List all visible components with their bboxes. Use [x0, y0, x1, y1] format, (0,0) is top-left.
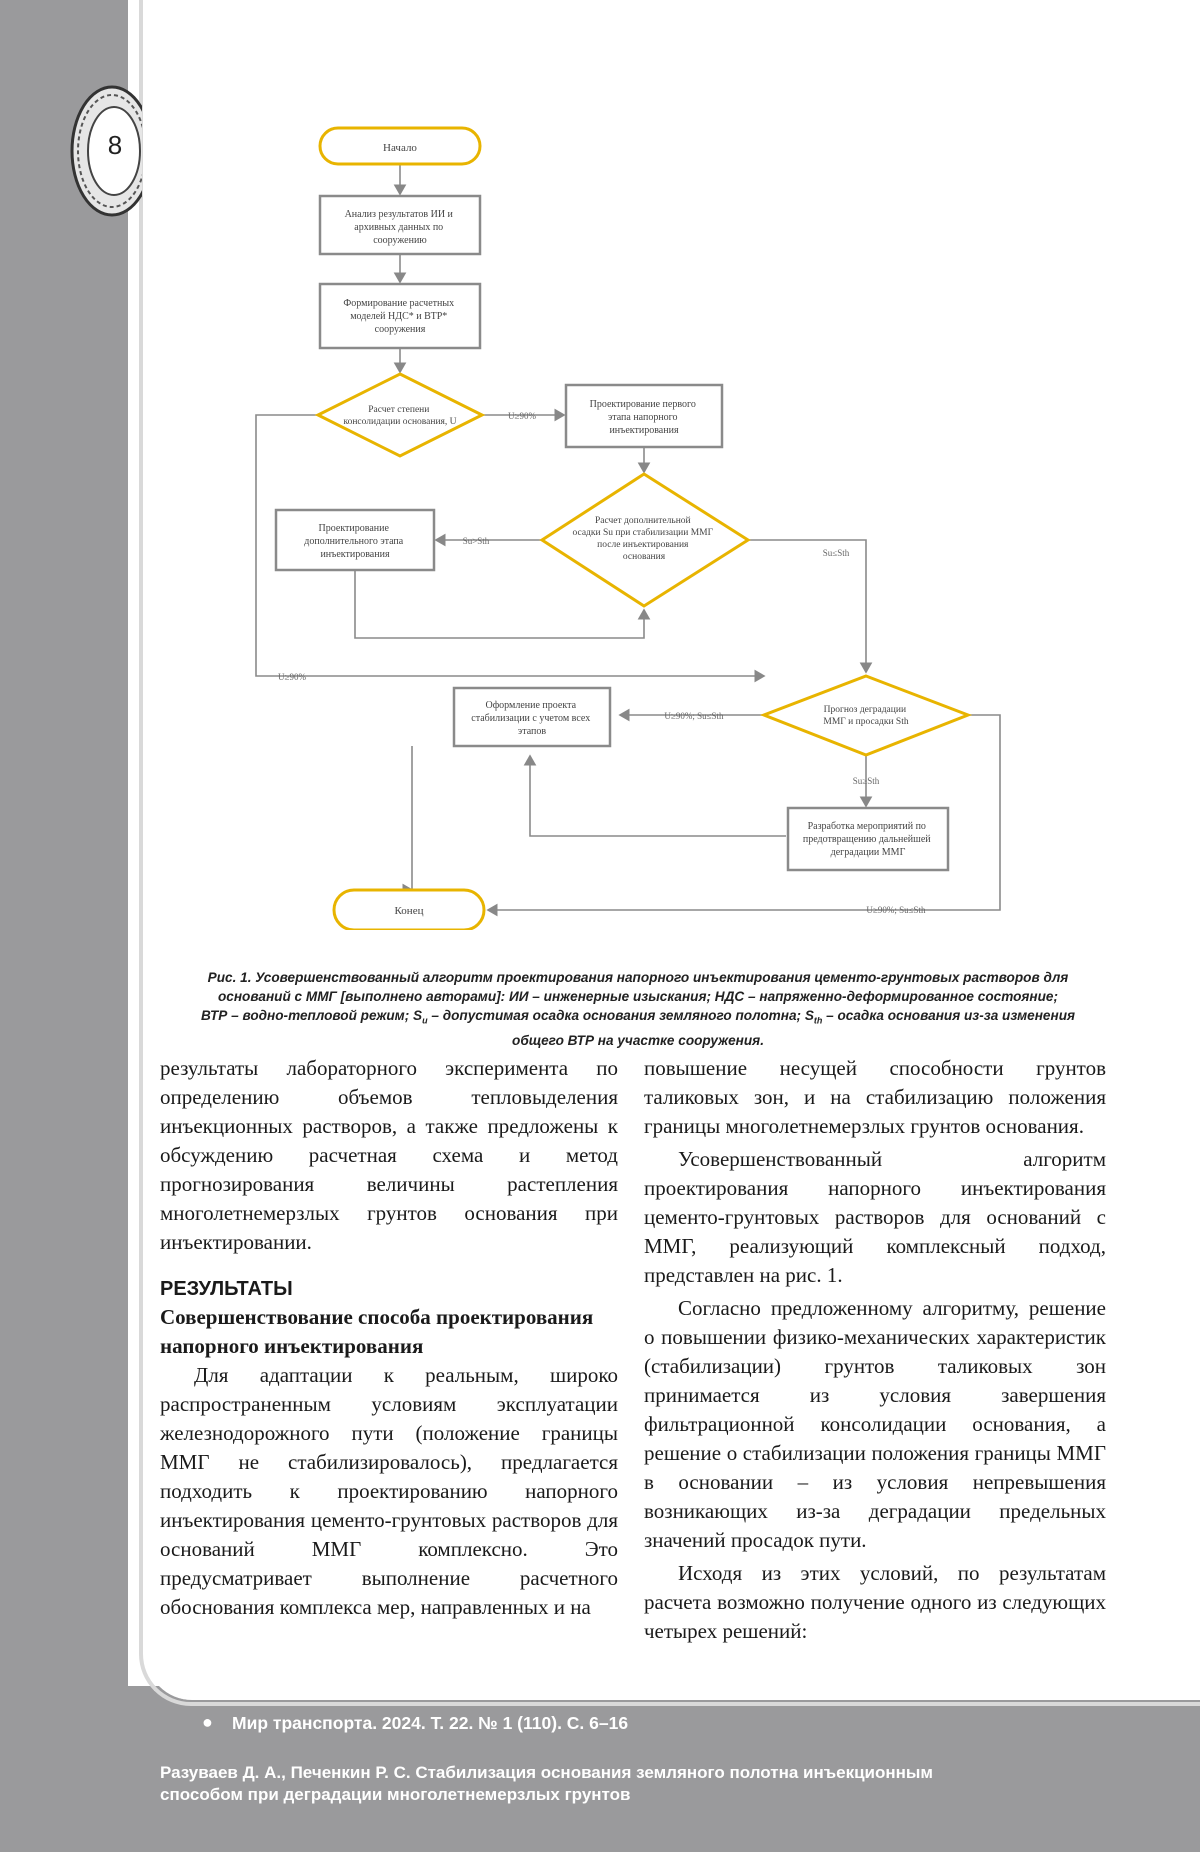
caption-line-2: оснований с ММГ [выполнено авторами]: ИИ – инженерные изыскания; НДС – напряженно-деформированное состояние; — [217, 989, 1059, 1004]
bullet-icon: ● — [202, 1712, 213, 1732]
article-reference — [160, 1762, 1160, 1806]
journal-reference: Мир транспорта. 2024. Т. 22. № 1 (110). С. 6–16 — [232, 1713, 629, 1733]
flowchart-decision-consolidation-label: Расчет степени консолидации основания, U — [343, 405, 457, 427]
paragraph: Для адаптации к реальным, широко распространенным условиям эксплуатации железнодорожного пути (положение границы ММГ не стабилизировалось), предлагается подходить к проектированию напорного инъектирования цементо-грунтовых растворов для оснований ММГ комплексно. Это предусматривает выполнение расчетного обоснования комплекса мер, направленных и на — [160, 1363, 618, 1619]
caption-line-3: ВТР – водно-тепловой режим; $S_u$ – допустимая осадка основания земляного полотна; $S_{th}$ – осадка основания из-за изменения — [201, 1008, 1075, 1026]
paragraph: Исходя из этих условий, по результатам расчета возможно получение одного из следующих четырех решений: — [644, 1561, 1106, 1643]
flowchart-decision-consolidation — [318, 374, 482, 456]
flowchart-label-end-condition: U≥90%; Su≤Sth — [866, 905, 926, 915]
flowchart-analysis-label: Анализ результатов ИИ и архивных данных по сооружению — [344, 209, 453, 246]
flowchart-decision-settlement-label: Расчет дополнительной осадки Su при стабилизации ММГ после инъектирования основания — [572, 516, 714, 562]
paragraph: результаты лабораторного эксперимента по определению объемов тепловыделения инъекционных растворов, а также предложены к обсуждению расчетная схема и метод прогнозирования величины растепления многолетнемерзлых грунтов основания при инъектировании. — [160, 1056, 618, 1254]
caption-line-1: Рис. 1. Усовершенствованный алгоритм проектирования напорного инъектирования цементо-грунтовых растворов для — [207, 970, 1069, 985]
section-title: РЕЗУЛЬТАТЫ — [160, 1278, 293, 1300]
flowchart-label-design: U≥90%; Su≤Sth — [664, 711, 724, 721]
article-reference-line-1: Разуваев Д. А., Печенкин Р. С. Стабилизация основания земляного полотна инъекционным — [160, 1763, 934, 1782]
page-number: 8 — [107, 130, 123, 160]
figure-caption — [168, 968, 1108, 1050]
subsection-title: Совершенствование способа проектирования напорного инъектирования — [160, 1305, 594, 1358]
flowchart-additional-stage-label: Проектирование дополнительного этапа инъектирования — [304, 523, 404, 560]
flowchart-stabilization-label: Оформление проекта стабилизации с учетом всех этапов — [471, 700, 591, 737]
flowchart-end-label: Конец — [394, 905, 424, 917]
flowchart-figure — [240, 110, 1020, 930]
flowchart-measures-label: Разработка мероприятий по предотвращению дальнейшей деградации ММГ — [802, 821, 931, 858]
text-column-right — [644, 1054, 1106, 1646]
paragraph: повышение несущей способности грунтов таликовых зон, и на стабилизацию положения границы многолетнемерзлых грунтов основания. — [644, 1056, 1106, 1138]
article-reference-line-2: способом при деградации многолетнемерзлых грунтов — [160, 1785, 631, 1804]
flowchart-label-u-high: U≥90% — [508, 411, 536, 421]
flowchart-models-label: Формирование расчетных моделей НДС* и ВТР* сооружения — [343, 298, 455, 335]
text-column-left — [160, 1054, 618, 1622]
flowchart-decision-degradation-label: Прогноз деградации ММГ и просадки Sth — [823, 705, 909, 727]
flowchart-label-sth: Su≥Sth — [852, 776, 880, 786]
flowchart-start-label: Начало — [383, 142, 417, 154]
page-frame-left — [0, 0, 128, 1852]
paragraph: Согласно предложенному алгоритму, решение о повышении физико-механических характеристик (стабилизации) грунтов таликовых зон принимается из условия завершения фильтрационной консолидации основания, а решение о стабилизации положения границы ММГ в основании – из условия непревышения возникающих из-за деградации предельных значений просадок пути. — [644, 1296, 1106, 1552]
flowchart-label-su-gt: Su>Sth — [462, 536, 490, 546]
paragraph: Усовершенствованный алгоритм проектирования напорного инъектирования цементо-грунтовых растворов для оснований с ММГ, реализующий комплексный подход, представлен на рис. 1. — [644, 1147, 1106, 1287]
caption-line-4: общего ВТР на участке сооружения. — [512, 1032, 764, 1048]
flowchart-first-stage-label: Проектирование первого этапа напорного инъектирования — [589, 399, 696, 436]
flowchart-decision-degradation — [764, 676, 968, 755]
flowchart-label-su-le: Su≤Sth — [822, 548, 850, 558]
flowchart-label-u-low: U≥90% — [278, 672, 306, 682]
